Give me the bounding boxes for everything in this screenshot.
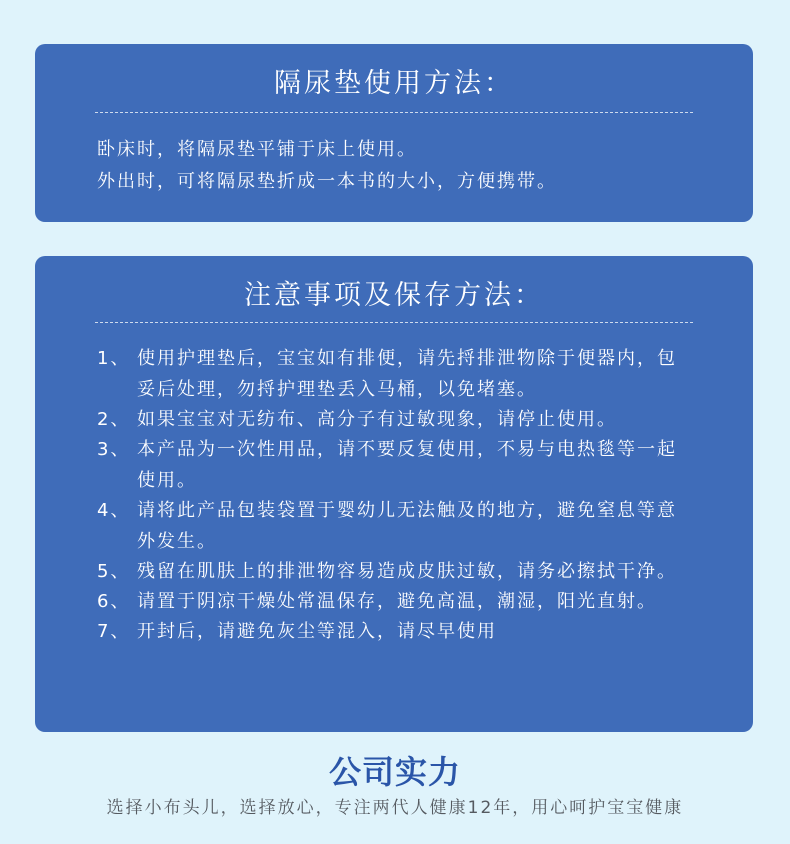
notice-item-number: 7、 [97, 621, 131, 642]
notice-item-number: 2、 [97, 409, 131, 430]
notice-title: 注意事项及保存方法： [244, 280, 544, 311]
notice-item-text: 使用护理垫后，宝宝如有排便，请先捋排泄物除于便器内，包妥后处理，勿捋护理垫丢入马桶，以免堵塞。 [137, 348, 677, 400]
notice-item-number: 1、 [97, 348, 131, 369]
notice-item-number: 6、 [97, 591, 131, 612]
notice-item [97, 404, 695, 435]
notice-item [97, 495, 695, 557]
notice-item-number: 3、 [97, 439, 131, 460]
notice-item-text: 请将此产品包装袋置于婴幼儿无法触及的地方，避免窒息等意外发生。 [137, 500, 677, 552]
notice-item [97, 616, 695, 647]
notice-item-text: 请置于阴凉干燥处常温保存，避免高温，潮湿，阳光直射。 [137, 591, 657, 612]
notice-divider [95, 322, 693, 323]
notice-item-number: 5、 [97, 561, 131, 582]
company-strength-title: 公司实力 [328, 753, 461, 791]
notice-list [97, 343, 695, 646]
usage-card [35, 44, 753, 222]
notice-item [97, 343, 695, 405]
usage-title: 隔尿垫使用方法： [274, 68, 514, 99]
usage-line-outdoor: 外出时，可将隔尿垫折成一本书的大小，方便携带。 [97, 171, 557, 192]
usage-line-bed: 卧床时，将隔尿垫平铺于床上使用。 [97, 139, 417, 160]
notice-item [97, 434, 695, 496]
notice-item-text: 如果宝宝对无纺布、高分子有过敏现象，请停止使用。 [137, 409, 617, 430]
notice-item-number: 4、 [97, 500, 131, 521]
notice-item-text: 本产品为一次性用品，请不要反复使用，不易与电热毯等一起使用。 [137, 439, 677, 491]
usage-divider [95, 112, 693, 113]
notice-item-text: 开封后，请避免灰尘等混入，请尽早使用 [137, 621, 497, 642]
notice-item [97, 556, 695, 587]
notice-card [35, 256, 753, 732]
notice-item [97, 586, 695, 617]
usage-instructions [97, 134, 557, 198]
company-slogan: 选择小布头儿，选择放心，专注两代人健康12年，用心呵护宝宝健康 [106, 798, 684, 818]
notice-item-text: 残留在肌肤上的排泄物容易造成皮肤过敏，请务必擦拭干净。 [137, 561, 677, 582]
